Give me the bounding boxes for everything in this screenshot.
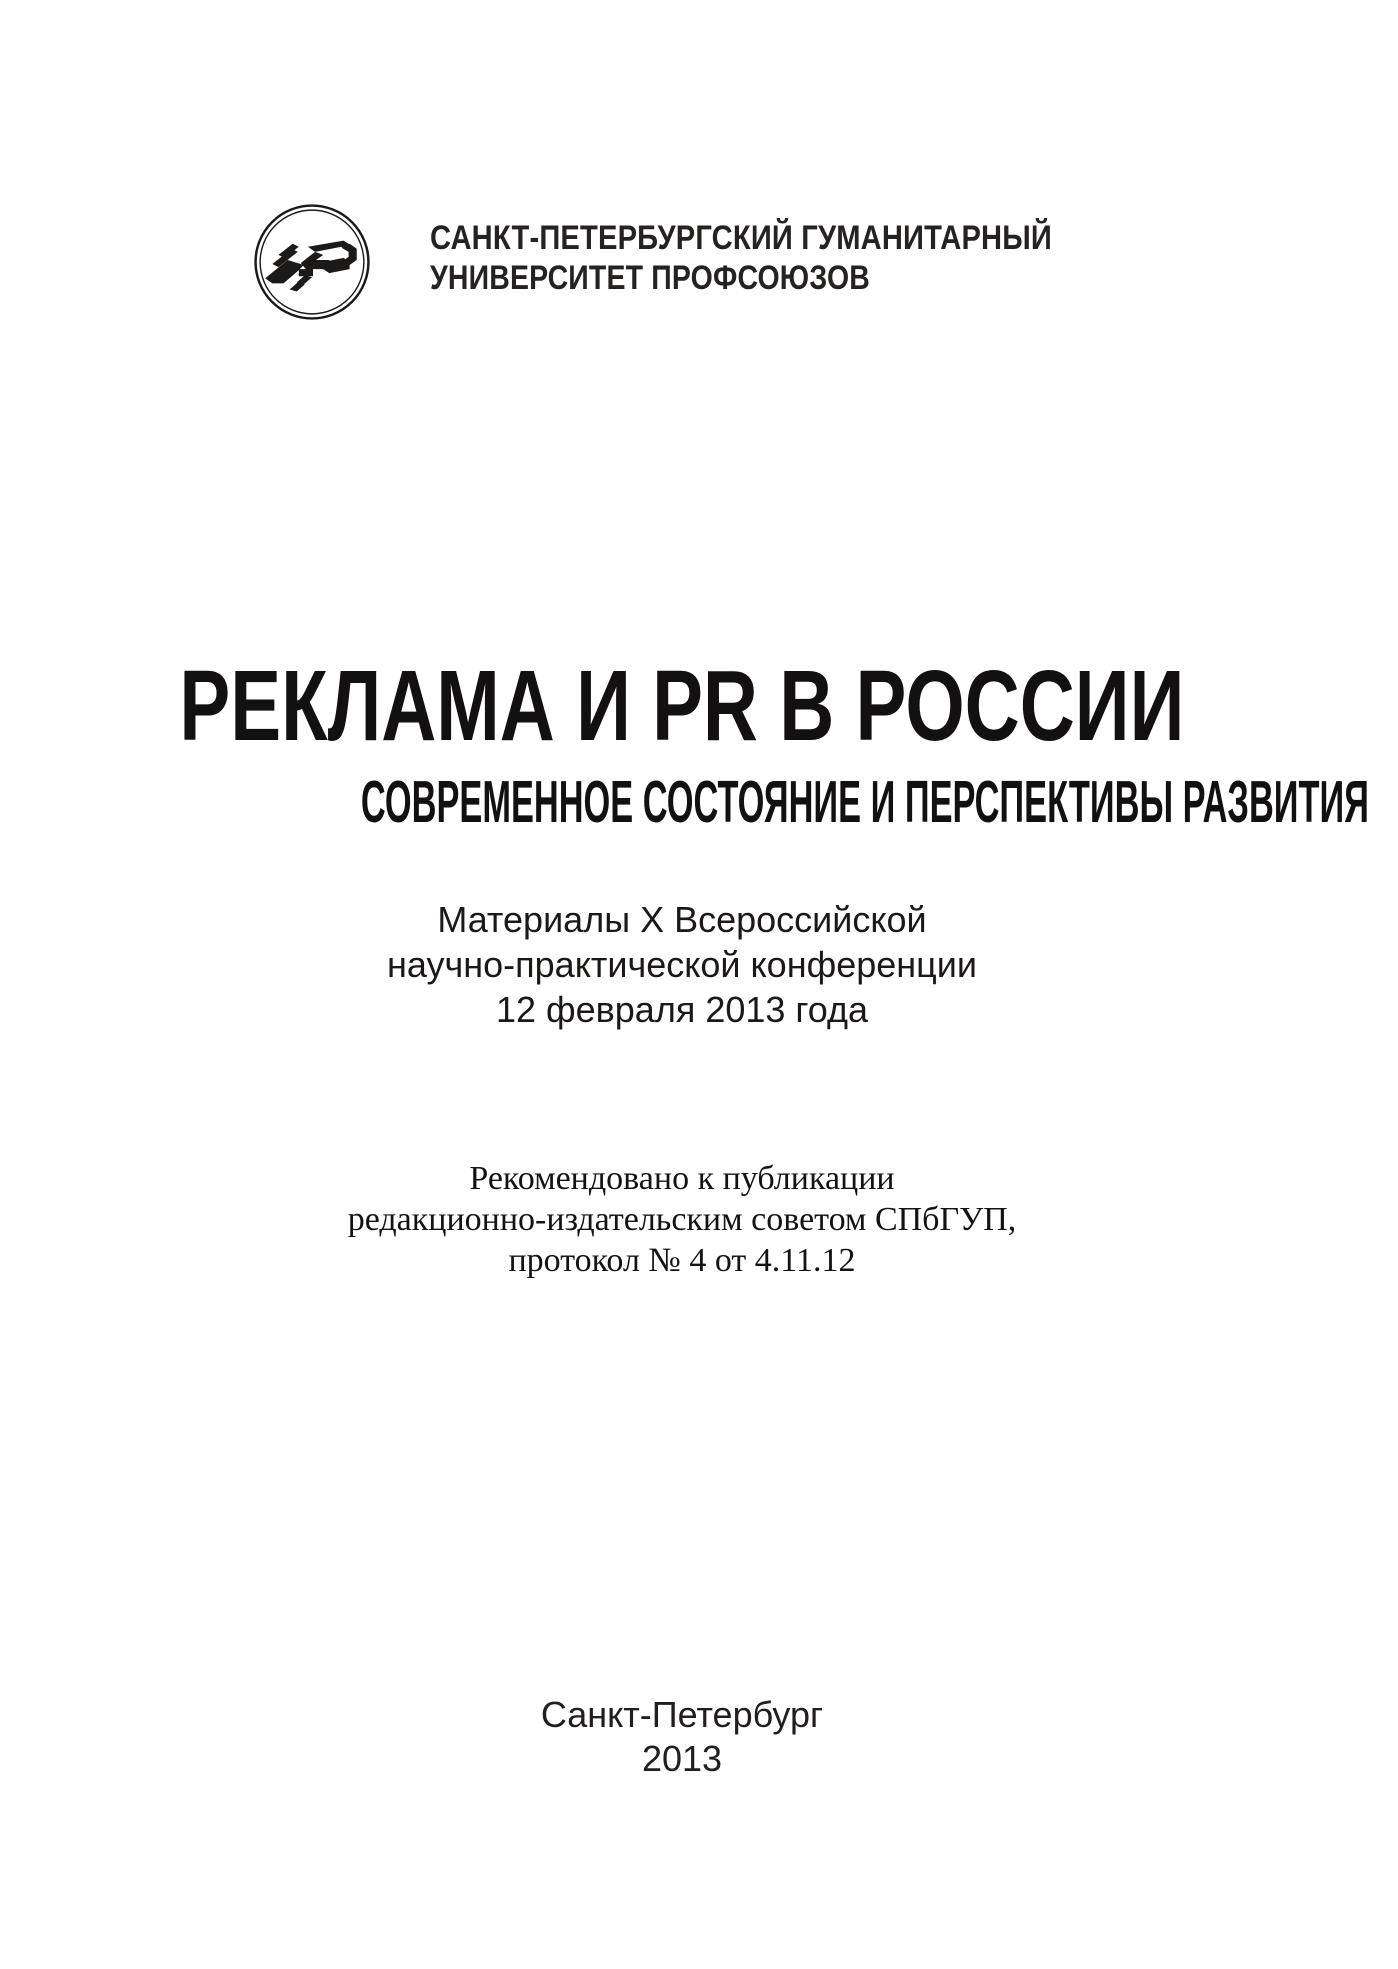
- book-title: [0, 650, 1364, 762]
- university-name-line2: УНИВЕРСИТЕТ ПРОФСОЮЗОВ: [430, 259, 870, 297]
- book-subtitle: [0, 769, 1369, 835]
- imprint: [0, 1693, 1364, 1781]
- conference-line1: Материалы X Всероссийской: [437, 899, 927, 940]
- imprint-city: Санкт-Петербург: [540, 1694, 824, 1735]
- approval-line2: редакционно-издательским советом СПбГУП,: [347, 1201, 1017, 1238]
- spbgup-emblem-icon: [252, 202, 372, 322]
- approval-note: [0, 1158, 1364, 1281]
- conference-info: [0, 897, 1364, 1032]
- university-logo: [252, 202, 372, 322]
- conference-line3: 12 февраля 2013 года: [495, 989, 869, 1030]
- university-name: [430, 218, 1156, 298]
- approval-line3: протокол № 4 от 4.11.12: [508, 1242, 856, 1279]
- approval-line1: Рекомендовано к публикации: [469, 1160, 895, 1197]
- book-title-text: РЕКЛАМА И PR В РОССИИ: [179, 650, 1185, 762]
- conference-line2: научно-практической конференции: [387, 944, 977, 985]
- book-subtitle-text: СОВРЕМЕННОЕ СОСТОЯНИЕ И ПЕРСПЕКТИВЫ РАЗВИТИЯ: [360, 769, 1369, 835]
- imprint-year: 2013: [641, 1738, 723, 1779]
- university-name-line1: САНКТ-ПЕТЕРБУРГСКИЙ ГУМАНИТАРНЫЙ: [430, 219, 1052, 257]
